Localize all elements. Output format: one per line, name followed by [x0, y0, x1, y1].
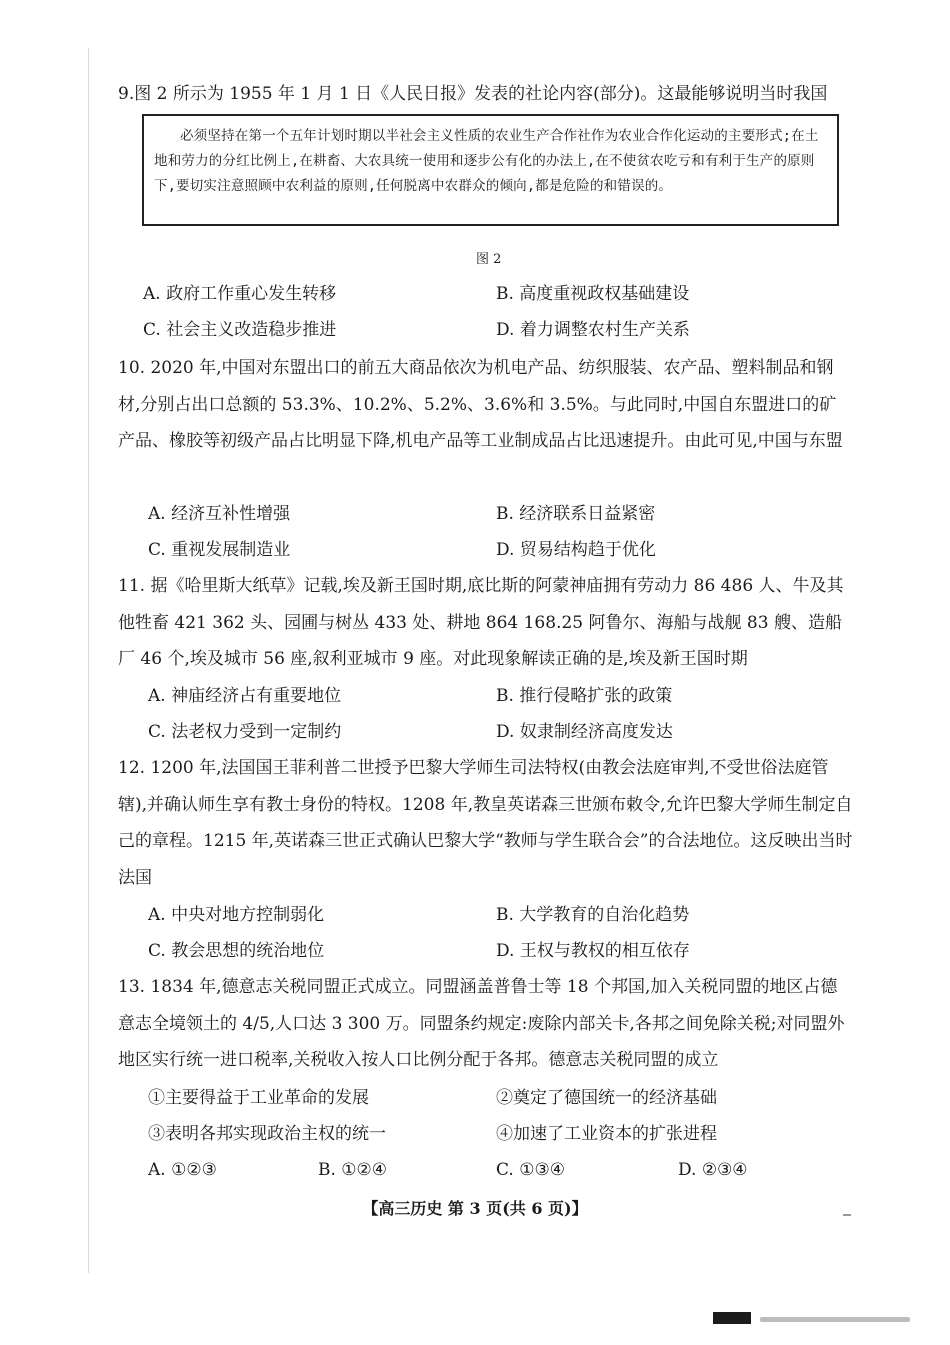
- q13-statement-3: ③表明各邦实现政治主权的统一: [148, 1124, 386, 1144]
- q13-option-c: C. ①③④: [496, 1160, 565, 1180]
- question-11-stem: 11. 据《哈里斯大纸草》记载,埃及新王国时期,底比斯的阿蒙神庙拥有劳动力 86 486 人、牛及其他牲畜 421 362 头、园圃与树丛 433 处、耕地 864 168.25 阿鲁尔、海船与战舰 83 艘、造船厂 46 个,埃及城市 56 座,叙利亚城市 9 座。对此现象解读正确的是,埃及新王国时期: [118, 576, 844, 669]
- figure-caption: 图 2: [476, 252, 502, 267]
- q12-option-a: A. 中央对地方控制弱化: [148, 905, 325, 925]
- q13-option-a: A. ①②③: [148, 1160, 217, 1180]
- q9-option-b: B. 高度重视政权基础建设: [496, 284, 690, 304]
- q13-option-b: B. ①②④: [318, 1160, 388, 1180]
- editorial-quote-box: [142, 114, 839, 226]
- question-12-stem: 12. 1200 年,法国国王菲利普二世授予巴黎大学师生司法特权(由教会法庭审判,不受世俗法庭管辖),并确认师生享有教士身份的特权。1208 年,教皇英诺森三世颁布敕令,允许巴黎大学师生制定自己的章程。1215 年,英诺森三世正式确认巴黎大学“教师与学生联合会”的合法地位。这反映出当时法国: [118, 758, 853, 888]
- q12-option-c: C. 教会思想的统治地位: [148, 941, 325, 961]
- q11-option-c: C. 法老权力受到一定制约: [148, 722, 342, 742]
- watermark-smudge: [760, 1317, 910, 1322]
- qr-code-icon: [713, 1312, 751, 1324]
- q9-option-c: C. 社会主义改造稳步推进: [143, 320, 337, 340]
- editorial-quote-text: 必须坚持在第一个五年计划时期以半社会主义性质的农业生产合作社作为农业合作化运动的主要形式;在土地和劳力的分红比例上,在耕畜、大农具统一使用和逐步公有化的办法上,在不使贫农吃亏和有利于生产的原则下,要切实注意照顾中农利益的原则,任何脱离中农群众的倾向,都是危险的和错误的。: [154, 128, 819, 194]
- q13-statement-4: ④加速了工业资本的扩张进程: [496, 1124, 717, 1144]
- page-footer: 【高三历史 第 3 页(共 6 页)】: [362, 1199, 588, 1218]
- q13-statement-2: ②奠定了德国统一的经济基础: [496, 1088, 717, 1108]
- question-9-stem: 9.图 2 所示为 1955 年 1 月 1 日《人民日报》发表的社论内容(部分)。这最能够说明当时我国: [118, 84, 828, 104]
- q11-option-a: A. 神庙经济占有重要地位: [148, 686, 342, 706]
- q10-option-a: A. 经济互补性增强: [148, 504, 291, 524]
- q11-option-b: B. 推行侵略扩张的政策: [496, 686, 673, 706]
- q10-option-c: C. 重视发展制造业: [148, 540, 291, 560]
- q10-option-b: B. 经济联系日益紧密: [496, 504, 656, 524]
- q12-option-b: B. 大学教育的自治化趋势: [496, 905, 690, 925]
- q12-option-d: D. 王权与教权的相互依存: [496, 941, 690, 961]
- q11-option-d: D. 奴隶制经济高度发达: [496, 722, 673, 742]
- q9-option-a: A. 政府工作重心发生转移: [143, 284, 337, 304]
- question-13-stem: 13. 1834 年,德意志关税同盟正式成立。同盟涵盖普鲁士等 18 个邦国,加入关税同盟的地区占德意志全境领土的 4/5,人口达 3 300 万。同盟条约规定:废除内部关卡,各邦之间免除关税;对同盟外地区实行统一进口税率,关税收入按人口比例分配于各邦。德意志关税同盟的成立: [118, 977, 845, 1070]
- scan-edge-line: [88, 48, 89, 1273]
- scan-mark: [843, 1214, 851, 1216]
- q10-option-d: D. 贸易结构趋于优化: [496, 540, 656, 560]
- q13-option-d: D. ②③④: [678, 1160, 748, 1180]
- question-10-stem: 10. 2020 年,中国对东盟出口的前五大商品依次为机电产品、纺织服装、农产品、塑料制品和钢材,分别占出口总额的 53.3%、10.2%、5.2%、3.6%和 3.5%。与此同时,中国自东盟进口的矿产品、橡胶等初级产品占比明显下降,机电产品等工业制成品占比迅速提升。由此可见,中国与东盟: [118, 358, 843, 451]
- q9-option-d: D. 着力调整农村生产关系: [496, 320, 690, 340]
- q13-statement-1: ①主要得益于工业革命的发展: [148, 1088, 369, 1108]
